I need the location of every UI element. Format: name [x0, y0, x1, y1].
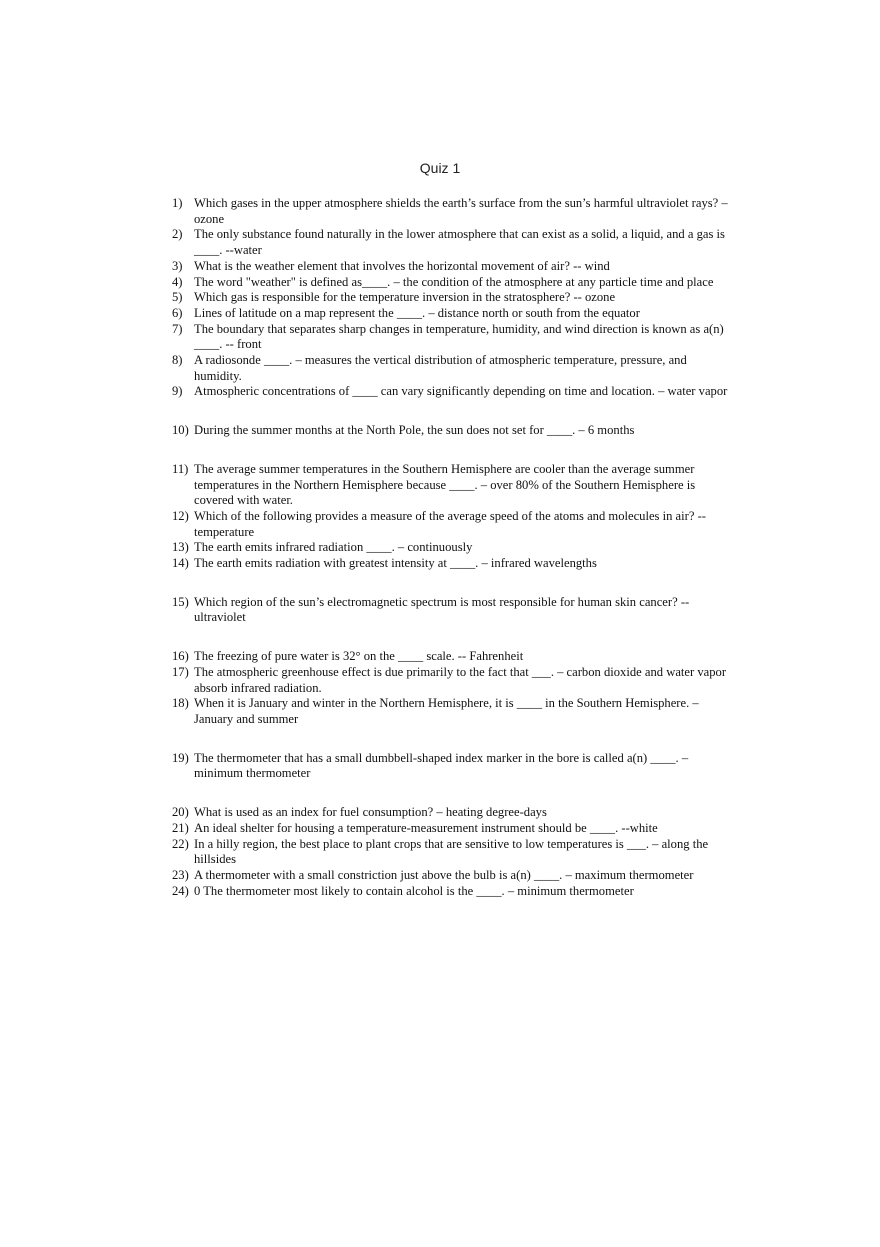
- question-text: The atmospheric greenhouse effect is due primarily to the fact that ___. – carbon dioxide and water vapor absorb infrared radiation.: [194, 664, 727, 695]
- question-text: An ideal shelter for housing a temperature-measurement instrument should be ____. --white: [194, 820, 658, 835]
- question-number: 19): [172, 750, 189, 765]
- question-number: 12): [172, 508, 189, 523]
- question-text: During the summer months at the North Pole, the sun does not set for ____. – 6 months: [194, 423, 635, 438]
- question-item: [172, 884, 732, 900]
- question-number: 4): [172, 274, 183, 289]
- question-number: 3): [172, 258, 183, 273]
- question-item: [172, 306, 732, 322]
- question-number: 23): [172, 867, 189, 882]
- question-item: [172, 196, 732, 227]
- question-item: [172, 353, 732, 384]
- question-text: Which gas is responsible for the temperature inversion in the stratosphere? -- ozone: [194, 290, 616, 305]
- page-title: Quiz 1: [419, 160, 461, 176]
- question-text: The average summer temperatures in the Southern Hemisphere are cooler than the average summer temperatures in the Northern Hemisphere because ____. – over 80% of the Southern Hemisphere is covered with water.: [194, 461, 696, 508]
- question-item: [172, 805, 732, 821]
- question-item: [172, 696, 732, 727]
- question-text: Which region of the sun’s electromagnetic spectrum is most responsible for human skin cancer? -- ultraviolet: [194, 594, 690, 625]
- question-number: 1): [172, 196, 183, 210]
- question-list: [172, 196, 732, 899]
- question-number: 8): [172, 353, 183, 368]
- question-item: [172, 837, 732, 868]
- question-item: [172, 259, 732, 275]
- question-number: 13): [172, 540, 189, 555]
- question-number: 9): [172, 384, 183, 399]
- question-item: [172, 509, 732, 540]
- question-number: 24): [172, 883, 189, 898]
- question-item: [172, 665, 732, 696]
- question-text: Which gases in the upper atmosphere shields the earth’s surface from the sun’s harmful ultraviolet rays? – ozone: [194, 196, 728, 226]
- question-number: 11): [172, 461, 189, 476]
- question-number: 22): [172, 836, 189, 851]
- question-number: 18): [172, 696, 189, 711]
- question-number: 17): [172, 664, 189, 679]
- question-item: [172, 275, 732, 291]
- question-text: The earth emits radiation with greatest intensity at ____. – infrared wavelengths: [194, 556, 597, 571]
- question-text: In a hilly region, the best place to plant crops that are sensitive to low temperatures is ___. – along the hillsides: [194, 836, 709, 867]
- question-number: 7): [172, 321, 183, 336]
- question-number: 16): [172, 649, 189, 664]
- question-item: [172, 322, 732, 353]
- question-item: [172, 462, 732, 509]
- question-text: A thermometer with a small constriction just above the bulb is a(n) ____. – maximum thermometer: [194, 867, 694, 882]
- question-item: [172, 595, 732, 626]
- question-item: [172, 556, 732, 572]
- question-text: The only substance found naturally in the lower atmosphere that can exist as a solid, a liquid, and a gas is ____. --water: [194, 227, 725, 258]
- question-text: Lines of latitude on a map represent the ____. – distance north or south from the equator: [194, 305, 640, 320]
- question-number: 20): [172, 805, 189, 820]
- question-item: [172, 821, 732, 837]
- question-number: 5): [172, 290, 183, 305]
- question-text: The freezing of pure water is 32° on the ____ scale. -- Fahrenheit: [194, 649, 524, 664]
- question-text: What is the weather element that involves the horizontal movement of air? -- wind: [194, 258, 610, 273]
- question-text: Which of the following provides a measure of the average speed of the atoms and molecules in air? -- temperature: [194, 508, 706, 539]
- question-text: The word "weather" is defined as____. – the condition of the atmosphere at any particle time and place: [194, 274, 714, 289]
- question-text: What is used as an index for fuel consumption? – heating degree-days: [194, 805, 547, 820]
- question-text: Atmospheric concentrations of ____ can vary significantly depending on time and location. – water vapor: [194, 384, 728, 399]
- question-item: [172, 423, 732, 439]
- question-item: [172, 227, 732, 258]
- question-number: 21): [172, 820, 189, 835]
- question-text: A radiosonde ____. – measures the vertical distribution of atmospheric temperature, pressure, and humidity.: [194, 353, 687, 383]
- question-item: [172, 290, 732, 306]
- question-number: 2): [172, 227, 183, 242]
- question-text: The earth emits infrared radiation ____. – continuously: [194, 540, 473, 555]
- question-number: 14): [172, 556, 189, 571]
- question-item: [172, 384, 732, 400]
- question-number: 10): [172, 423, 189, 438]
- question-item: [172, 751, 732, 782]
- question-text: The boundary that separates sharp changes in temperature, humidity, and wind direction is known as a(n) ____. -- front: [194, 321, 724, 352]
- question-text: The thermometer that has a small dumbbell-shaped index marker in the bore is called a(n) ____. – minimum thermometer: [194, 750, 689, 781]
- question-item: [172, 649, 732, 665]
- question-number: 6): [172, 305, 183, 320]
- question-item: [172, 868, 732, 884]
- question-text: 0 The thermometer most likely to contain alcohol is the ____. – minimum thermometer: [194, 883, 634, 898]
- question-text: When it is January and winter in the Northern Hemisphere, it is ____ in the Southern Hemisphere. – January and summer: [194, 696, 699, 726]
- question-item: [172, 540, 732, 556]
- question-number: 15): [172, 594, 189, 609]
